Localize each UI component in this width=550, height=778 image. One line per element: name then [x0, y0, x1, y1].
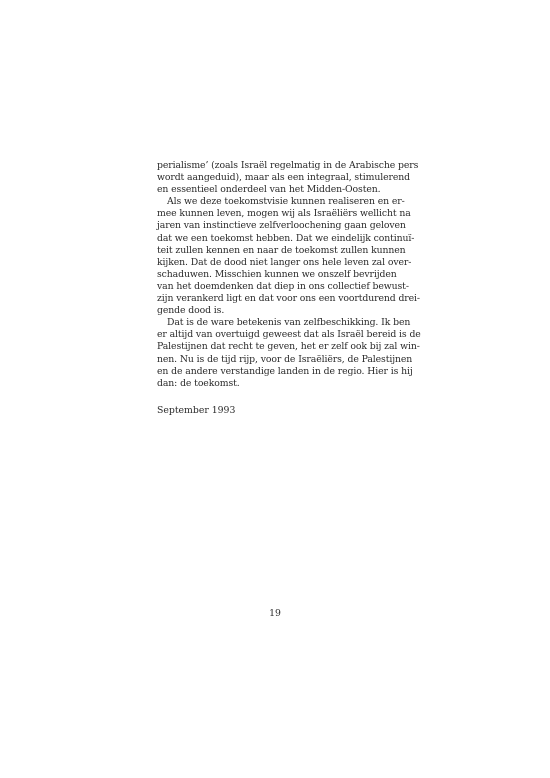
text-line: Als we deze toekomstvisie kunnen realiseren en er- — [167, 196, 405, 208]
date-line: September 1993 — [157, 405, 236, 416]
text-line: Dat is de ware betekenis van zelfbeschikking. Ik ben — [167, 317, 411, 329]
page-number: 19 — [269, 608, 281, 619]
text-line: jaren van instinctieve zelfverloochening gaan geloven — [157, 220, 406, 232]
text-line: er altijd van overtuigd geweest dat als Israël bereid is de — [157, 329, 421, 341]
text-line: van het doemdenken dat diep in ons collectief bewust- — [157, 280, 409, 292]
text-line: dat we een toekomst hebben. Dat we eindelijk continuï- — [157, 232, 415, 244]
text-line: perialisme’ (zoals Israël regelmatig in de Arabische pers — [157, 160, 419, 171]
text-line: mee kunnen leven, mogen wij als Israëliërs wellicht na — [157, 208, 411, 220]
text-line: zijn verankerd ligt en dat voor ons een voortdurend drei- — [157, 293, 420, 305]
text-line: gende dood is. — [157, 305, 225, 317]
text-line: dan: de toekomst. — [157, 377, 240, 389]
text-line: schaduwen. Misschien kunnen we onszelf bevrijden — [157, 268, 397, 280]
text-line: kijken. Dat de dood niet langer ons hele leven zal over- — [157, 256, 412, 268]
text-line: wordt aangeduid), maar als een integraal, stimulerend — [157, 172, 410, 184]
paragraph — [157, 317, 421, 390]
paragraph — [157, 160, 419, 196]
text-line: Palestijnen dat recht te geven, het er zelf ook bij zal win- — [157, 341, 420, 353]
text-line: en de andere verstandige landen in de regio. Hier is hij — [157, 365, 413, 377]
text-line: nen. Nu is de tijd rijp, voor de Israëliërs, de Palestijnen — [157, 353, 413, 365]
paragraph — [157, 196, 420, 317]
text-line: teit zullen kennen en naar de toekomst zullen kunnen — [157, 244, 406, 256]
text-line: en essentieel onderdeel van het Midden-Oosten. — [157, 184, 381, 196]
body-text — [157, 160, 421, 390]
